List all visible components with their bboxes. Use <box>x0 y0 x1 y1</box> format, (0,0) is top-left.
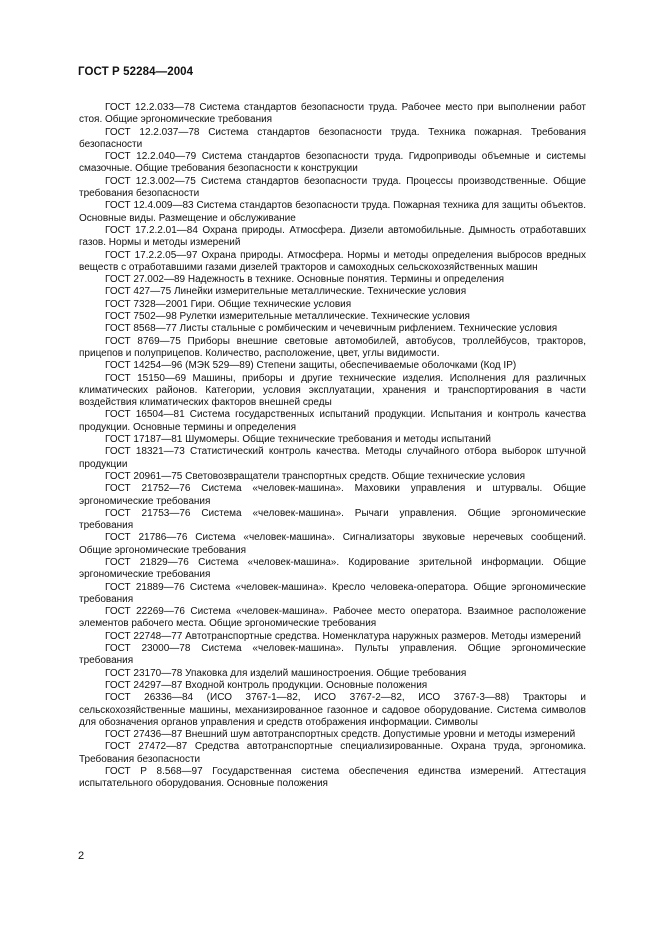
reference-item: ГОСТ 12.3.002—75 Система стандартов безопасности труда. Процессы производственные. Общие требования безопасности <box>79 175 586 200</box>
reference-item: ГОСТ 21753—76 Система «человек-машина». Рычаги управления. Общие эргономические требования <box>79 507 586 532</box>
reference-item: ГОСТ 16504—81 Система государственных испытаний продукции. Испытания и контроль качества продукции. Основные термины и определения <box>79 409 586 433</box>
reference-item: ГОСТ 12.4.009—83 Система стандартов безопасности труда. Пожарная техника для защиты объектов. Основные виды. Размещение и обслуживание <box>79 200 586 224</box>
reference-item: ГОСТ 14254—96 (МЭК 529—89) Степени защиты, обеспечиваемые оболочками (Код IP) <box>105 360 517 372</box>
reference-item: ГОСТ 22269—76 Система «человек-машина». Рабочее место оператора. Взаимное расположение элементов рабочего места. Общие эргономические требования <box>79 606 586 630</box>
reference-item: ГОСТ 427—75 Линейки измерительные металлические. Технические условия <box>105 286 467 298</box>
reference-item: ГОСТ 27472—87 Средства автотранспортные специализированные. Охрана труда, эргономика. Требования безопасности <box>79 741 586 765</box>
page-number: 2 <box>78 850 85 862</box>
reference-item: ГОСТ 17.2.2.05—97 Охрана природы. Атмосфера. Нормы и методы определения выбросов вредных веществ с отработавшими газами дизелей тракторов и самоходных сельскохозяйственных машин <box>79 249 586 273</box>
reference-item: ГОСТ 12.2.033—78 Система стандартов безопасности труда. Рабочее место при выполнении работ стоя. Общие эргономические требования <box>79 102 586 126</box>
reference-item: ГОСТ 17187—81 Шумомеры. Общие технические требования и методы испытаний <box>105 434 491 446</box>
reference-item: ГОСТ 26336—84 (ИСО 3767-1—82, ИСО 3767-2—82, ИСО 3767-3—88) Тракторы и сельскохозяйственные машины, механизированное газонное и садовое оборудование. Система символов для обозначения органов управления и средств отображения информации. Символы <box>79 692 586 728</box>
reference-item: ГОСТ 21786—76 Система «человек-машина». Сигнализаторы звуковые неречевых сообщений. Общие эргономические требования <box>79 532 586 556</box>
reference-item: ГОСТ 27.002—89 Надежность в технике. Основные понятия. Термины и определения <box>105 274 505 286</box>
reference-item: ГОСТ 12.2.037—78 Система стандартов безопасности труда. Техника пожарная. Требования безопасности <box>79 126 586 150</box>
reference-item: ГОСТ 20961—75 Световозвращатели транспортных средств. Общие технические условия <box>105 470 526 482</box>
reference-item: ГОСТ 22748—77 Автотранспортные средства. Номенклатура наружных размеров. Методы измерений <box>105 630 581 642</box>
reference-item: ГОСТ 17.2.2.01—84 Охрана природы. Атмосфера. Дизели автомобильные. Дымность отработавших газов. Нормы и методы измерений <box>79 224 586 249</box>
reference-item: ГОСТ 8769—75 Приборы внешние световые автомобилей, автобусов, троллейбусов, тракторов, прицепов и полуприцепов. Количество, расположение, цвет, углы видимости. <box>79 335 586 359</box>
reference-item: ГОСТ 21752—76 Система «человек-машина». Маховики управления и штурвалы. Общие эргономические требования <box>79 483 586 507</box>
reference-item: ГОСТ 12.2.040—79 Система стандартов безопасности труда. Гидроприводы объемные и системы смазочные. Общие требования безопасности к конструкции <box>79 151 586 175</box>
reference-item: ГОСТ 21829—76 Система «человек-машина». Кодирование зрительной информации. Общие эргономические требования <box>79 556 586 581</box>
reference-item: ГОСТ 21889—76 Система «человек-машина». Кресло человека-оператора. Общие эргономические требования <box>79 581 586 605</box>
reference-item: ГОСТ 18321—73 Статистический контроль качества. Методы случайного отбора выборок штучной продукции <box>79 446 586 470</box>
reference-item: ГОСТ 8568—77 Листы стальные с ромбическим и чечевичным рифлением. Технические условия <box>105 323 558 335</box>
reference-item: ГОСТ Р 8.568—97 Государственная система обеспечения единства измерений. Аттестация испытательного оборудования. Основные положения <box>79 766 586 790</box>
reference-item: ГОСТ 23170—78 Упаковка для изделий машиностроения. Общие требования <box>105 667 467 679</box>
reference-item: ГОСТ 24297—87 Входной контроль продукции. Основные положения <box>105 679 428 691</box>
reference-item: ГОСТ 27436—87 Внешний шум автотранспортных средств. Допустимые уровни и методы измерений <box>105 729 576 741</box>
reference-item: ГОСТ 7328—2001 Гири. Общие технические условия <box>105 298 352 310</box>
reference-item: ГОСТ 23000—78 Система «человек-машина». Пульты управления. Общие эргономические требования <box>79 643 586 667</box>
reference-item: ГОСТ 7502—98 Рулетки измерительные металлические. Технические условия <box>105 311 470 323</box>
normative-references-list <box>79 102 586 791</box>
document-header: ГОСТ Р 52284—2004 <box>78 66 194 78</box>
reference-item: ГОСТ 15150—69 Машины, приборы и другие технические изделия. Исполнения для различных климатических районов. Категории, условия эксплуатации, хранения и транспортирования в части воздействия климатических факторов внешней среды <box>79 372 586 409</box>
